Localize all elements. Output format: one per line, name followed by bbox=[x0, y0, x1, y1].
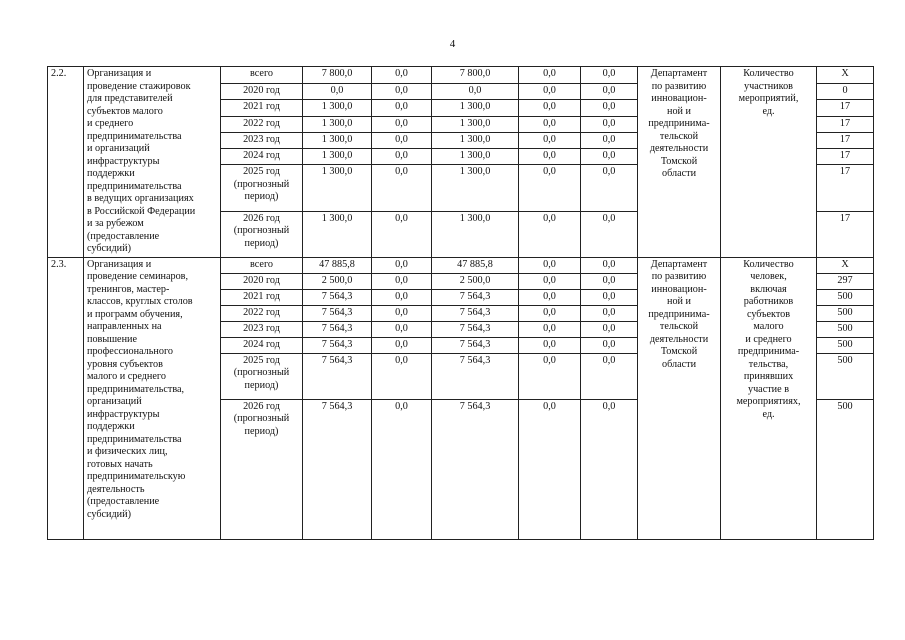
item-description bbox=[84, 67, 221, 258]
period-label bbox=[221, 353, 303, 399]
responsible-department-line: деятельности bbox=[649, 143, 709, 154]
indicator-name-line: мероприятий, bbox=[738, 93, 799, 104]
federal-value: 0,0 bbox=[372, 257, 432, 273]
local-value: 0,0 bbox=[519, 289, 581, 305]
extrabudget-value: 0,0 bbox=[581, 132, 638, 148]
local-value: 0,0 bbox=[519, 67, 581, 84]
item-description-line: (предоставление bbox=[87, 496, 160, 507]
total-value: 7 800,0 bbox=[303, 67, 372, 84]
responsible-department bbox=[638, 257, 721, 539]
federal-value: 0,0 bbox=[372, 337, 432, 353]
total-value: 7 564,3 bbox=[303, 399, 372, 539]
total-value: 1 300,0 bbox=[303, 100, 372, 116]
regional-value: 2 500,0 bbox=[432, 273, 519, 289]
indicator-name-line: ед. bbox=[762, 105, 775, 117]
local-value: 0,0 bbox=[519, 116, 581, 132]
indicator-value: 500 bbox=[817, 353, 874, 399]
regional-value: 1 300,0 bbox=[432, 100, 519, 116]
item-description-line: и за рубежом bbox=[87, 218, 144, 229]
regional-value: 7 564,3 bbox=[432, 399, 519, 539]
period-label bbox=[221, 67, 303, 84]
indicator-name-line: субъектов bbox=[746, 308, 791, 320]
indicator-name-line: человек, bbox=[750, 271, 787, 282]
page-number: 4 bbox=[449, 38, 456, 50]
indicator-value: X bbox=[817, 67, 874, 84]
federal-value: 0,0 bbox=[372, 273, 432, 289]
indicator-value: 500 bbox=[817, 289, 874, 305]
federal-value: 0,0 bbox=[372, 100, 432, 116]
responsible-department-line: по развитию bbox=[651, 80, 707, 92]
responsible-department-line: Томской bbox=[660, 155, 698, 167]
table-body bbox=[48, 67, 874, 540]
item-description-line: субъектов малого bbox=[87, 105, 163, 117]
local-value: 0,0 bbox=[519, 149, 581, 165]
indicator-value: 17 bbox=[817, 211, 874, 257]
responsible-department-line: инновацион- bbox=[651, 93, 707, 104]
local-value: 0,0 bbox=[519, 165, 581, 212]
item-description-line: субсидий) bbox=[87, 508, 131, 520]
period-label-line: (прогнозный bbox=[233, 178, 290, 190]
local-value: 0,0 bbox=[519, 84, 581, 100]
item-description-line: Организация и bbox=[87, 258, 152, 270]
regional-value: 7 564,3 bbox=[432, 353, 519, 399]
indicator-name-line: включая bbox=[750, 283, 787, 295]
period-label-line: (прогнозный bbox=[233, 367, 290, 378]
period-label bbox=[221, 305, 303, 321]
extrabudget-value: 0,0 bbox=[581, 399, 638, 539]
item-description-line: классов, круглых столов bbox=[87, 296, 193, 307]
federal-value: 0,0 bbox=[372, 149, 432, 165]
item-description-line: уровня субъектов bbox=[87, 358, 163, 370]
item-number: 2.2. bbox=[48, 67, 84, 258]
federal-value: 0,0 bbox=[372, 132, 432, 148]
indicator-name-line: принявших bbox=[743, 371, 794, 382]
extrabudget-value: 0,0 bbox=[581, 165, 638, 212]
item-description-line: проведение семинаров, bbox=[87, 271, 189, 282]
regional-value: 1 300,0 bbox=[432, 116, 519, 132]
extrabudget-value: 0,0 bbox=[581, 149, 638, 165]
responsible-department-line: по развитию bbox=[651, 271, 707, 282]
period-label-line: 2025 год bbox=[243, 354, 280, 366]
period-label-line: 2023 год bbox=[243, 322, 280, 334]
extrabudget-value: 0,0 bbox=[581, 116, 638, 132]
federal-value: 0,0 bbox=[372, 67, 432, 84]
item-description-line: повышение bbox=[87, 333, 137, 345]
federal-value: 0,0 bbox=[372, 305, 432, 321]
total-value: 7 564,3 bbox=[303, 289, 372, 305]
indicator-value: X bbox=[817, 257, 874, 273]
period-label-line: 2026 год bbox=[243, 400, 280, 412]
item-description-line: и организаций bbox=[87, 143, 150, 154]
indicator-value: 297 bbox=[817, 273, 874, 289]
item-description-line: и среднего bbox=[87, 118, 134, 129]
period-label bbox=[221, 211, 303, 257]
federal-value: 0,0 bbox=[372, 211, 432, 257]
item-description-line: для представителей bbox=[87, 93, 173, 104]
extrabudget-value: 0,0 bbox=[581, 84, 638, 100]
item-description-line: в ведущих организациях bbox=[87, 193, 194, 204]
local-value: 0,0 bbox=[519, 211, 581, 257]
federal-value: 0,0 bbox=[372, 165, 432, 212]
period-label-line: период) bbox=[244, 425, 279, 437]
total-value: 7 564,3 bbox=[303, 321, 372, 337]
item-description-line: направленных на bbox=[87, 321, 162, 332]
regional-value: 1 300,0 bbox=[432, 165, 519, 212]
period-label-line: период) bbox=[244, 237, 279, 249]
regional-value: 7 564,3 bbox=[432, 289, 519, 305]
period-label-line: 2023 год bbox=[243, 133, 280, 145]
regional-value: 7 800,0 bbox=[432, 67, 519, 84]
indicator-name-line: малого bbox=[753, 321, 784, 332]
indicator-name-line: работников bbox=[743, 296, 794, 307]
indicator-value: 500 bbox=[817, 305, 874, 321]
regional-value: 7 564,3 bbox=[432, 321, 519, 337]
period-label-line: всего bbox=[250, 68, 273, 79]
responsible-department-line: ной и bbox=[667, 105, 691, 117]
period-label bbox=[221, 289, 303, 305]
indicator-value: 0 bbox=[817, 84, 874, 100]
regional-value: 7 564,3 bbox=[432, 337, 519, 353]
indicator-value: 500 bbox=[817, 321, 874, 337]
local-value: 0,0 bbox=[519, 132, 581, 148]
item-description-line: поддержки bbox=[87, 421, 135, 432]
federal-value: 0,0 bbox=[372, 399, 432, 539]
indicator-name-line: участников bbox=[744, 80, 793, 92]
extrabudget-value: 0,0 bbox=[581, 353, 638, 399]
extrabudget-value: 0,0 bbox=[581, 67, 638, 84]
responsible-department-line: тельской bbox=[659, 321, 699, 332]
total-value: 1 300,0 bbox=[303, 132, 372, 148]
extrabudget-value: 0,0 bbox=[581, 257, 638, 273]
item-description-line: проведение стажировок bbox=[87, 80, 191, 92]
extrabudget-value: 0,0 bbox=[581, 337, 638, 353]
local-value: 0,0 bbox=[519, 100, 581, 116]
period-label-line: 2025 год bbox=[243, 166, 280, 178]
indicator-name-line: Количество bbox=[743, 258, 794, 270]
period-label bbox=[221, 321, 303, 337]
responsible-department-line: области bbox=[661, 358, 697, 370]
period-label-line: 2022 год bbox=[243, 306, 280, 318]
indicator-name-line: мероприятиях, bbox=[736, 396, 801, 407]
indicator-value: 17 bbox=[817, 165, 874, 212]
item-description-line: малого и среднего bbox=[87, 371, 166, 382]
item-description-line: и программ обучения, bbox=[87, 308, 183, 320]
period-label-line: (прогнозный bbox=[233, 225, 290, 237]
period-label-line: период) bbox=[244, 191, 279, 203]
item-description-line: предпринимательства bbox=[87, 130, 182, 142]
extrabudget-value: 0,0 bbox=[581, 289, 638, 305]
extrabudget-value: 0,0 bbox=[581, 305, 638, 321]
period-label-line: 2020 год bbox=[243, 85, 280, 97]
period-label bbox=[221, 165, 303, 212]
period-label-line: всего bbox=[250, 258, 273, 270]
indicator-name bbox=[721, 257, 817, 539]
item-description-line: и физических лиц, bbox=[87, 446, 168, 457]
indicator-name-line: ед. bbox=[762, 408, 775, 420]
indicator-value: 17 bbox=[817, 100, 874, 116]
local-value: 0,0 bbox=[519, 399, 581, 539]
item-description-line: профессионального bbox=[87, 346, 173, 357]
indicator-name-line: и среднего bbox=[745, 333, 792, 345]
federal-value: 0,0 bbox=[372, 321, 432, 337]
item-description-line: (предоставление bbox=[87, 230, 160, 242]
local-value: 0,0 bbox=[519, 337, 581, 353]
responsible-department-line: инновацион- bbox=[651, 283, 707, 295]
regional-value: 1 300,0 bbox=[432, 149, 519, 165]
item-description-line: предпринимательства bbox=[87, 180, 182, 192]
period-label bbox=[221, 273, 303, 289]
extrabudget-value: 0,0 bbox=[581, 273, 638, 289]
federal-value: 0,0 bbox=[372, 289, 432, 305]
period-label-line: 2026 год bbox=[243, 212, 280, 224]
responsible-department-line: Томской bbox=[660, 346, 698, 357]
responsible-department-line: деятельности bbox=[649, 333, 709, 345]
table-row bbox=[48, 257, 874, 273]
federal-value: 0,0 bbox=[372, 84, 432, 100]
period-label-line: период) bbox=[244, 379, 279, 391]
indicator-name-line: Количество bbox=[743, 68, 794, 79]
local-value: 0,0 bbox=[519, 273, 581, 289]
indicator-value: 17 bbox=[817, 149, 874, 165]
regional-value: 0,0 bbox=[432, 84, 519, 100]
responsible-department-line: предпринима- bbox=[648, 308, 710, 320]
extrabudget-value: 0,0 bbox=[581, 100, 638, 116]
federal-value: 0,0 bbox=[372, 353, 432, 399]
period-label-line: 2021 год bbox=[243, 290, 280, 302]
total-value: 7 564,3 bbox=[303, 305, 372, 321]
item-description-line: инфраструктуры bbox=[87, 155, 160, 167]
item-description-line: тренингов, мастер- bbox=[87, 283, 170, 295]
item-description-line: субсидий) bbox=[87, 243, 131, 254]
total-value: 1 300,0 bbox=[303, 165, 372, 212]
item-description-line: предпринимательства, bbox=[87, 383, 185, 395]
period-label bbox=[221, 84, 303, 100]
extrabudget-value: 0,0 bbox=[581, 211, 638, 257]
total-value: 1 300,0 bbox=[303, 116, 372, 132]
item-description-line: деятельность bbox=[87, 483, 145, 495]
local-value: 0,0 bbox=[519, 257, 581, 273]
period-label-line: 2024 год bbox=[243, 338, 280, 350]
federal-value: 0,0 bbox=[372, 116, 432, 132]
total-value: 7 564,3 bbox=[303, 337, 372, 353]
indicator-name bbox=[721, 67, 817, 258]
indicator-value: 17 bbox=[817, 116, 874, 132]
period-label bbox=[221, 399, 303, 539]
table-row bbox=[48, 67, 874, 84]
responsible-department-line: Департамент bbox=[650, 258, 708, 270]
period-label bbox=[221, 337, 303, 353]
period-label-line: (прогнозный bbox=[233, 413, 290, 424]
responsible-department bbox=[638, 67, 721, 258]
period-label bbox=[221, 257, 303, 273]
total-value: 1 300,0 bbox=[303, 211, 372, 257]
responsible-department-line: области bbox=[661, 168, 697, 179]
local-value: 0,0 bbox=[519, 305, 581, 321]
period-label bbox=[221, 149, 303, 165]
indicator-name-line: тельства, bbox=[748, 358, 789, 370]
regional-value: 47 885,8 bbox=[432, 257, 519, 273]
responsible-department-line: Департамент bbox=[650, 68, 708, 79]
period-label bbox=[221, 116, 303, 132]
item-description-line: организаций bbox=[87, 396, 142, 407]
item-description-line: в Российской Федерации bbox=[87, 205, 196, 217]
period-label-line: 2020 год bbox=[243, 274, 280, 286]
extrabudget-value: 0,0 bbox=[581, 321, 638, 337]
period-label bbox=[221, 100, 303, 116]
item-number: 2.3. bbox=[48, 257, 84, 539]
total-value: 7 564,3 bbox=[303, 353, 372, 399]
period-label-line: 2022 год bbox=[243, 117, 280, 129]
item-description-line: инфраструктуры bbox=[87, 408, 160, 420]
total-value: 47 885,8 bbox=[303, 257, 372, 273]
item-description-line: Организация и bbox=[87, 68, 152, 79]
local-value: 0,0 bbox=[519, 353, 581, 399]
item-description-line: готовых начать bbox=[87, 458, 153, 470]
responsible-department-line: тельской bbox=[659, 130, 699, 142]
budget-table bbox=[47, 66, 874, 540]
regional-value: 1 300,0 bbox=[432, 211, 519, 257]
indicator-value: 500 bbox=[817, 399, 874, 539]
item-description-line: поддержки bbox=[87, 168, 135, 179]
regional-value: 1 300,0 bbox=[432, 132, 519, 148]
responsible-department-line: ной и bbox=[667, 296, 691, 307]
period-label-line: 2024 год bbox=[243, 150, 280, 162]
regional-value: 7 564,3 bbox=[432, 305, 519, 321]
local-value: 0,0 bbox=[519, 321, 581, 337]
indicator-value: 500 bbox=[817, 337, 874, 353]
total-value: 1 300,0 bbox=[303, 149, 372, 165]
item-description-line: предпринимательскую bbox=[87, 471, 186, 482]
total-value: 0,0 bbox=[303, 84, 372, 100]
indicator-name-line: участие в bbox=[747, 383, 790, 395]
item-description-line: предпринимательства bbox=[87, 433, 182, 445]
period-label bbox=[221, 132, 303, 148]
item-description bbox=[84, 257, 221, 539]
total-value: 2 500,0 bbox=[303, 273, 372, 289]
responsible-department-line: предпринима- bbox=[648, 118, 710, 129]
indicator-value: 17 bbox=[817, 132, 874, 148]
indicator-name-line: предпринима- bbox=[737, 346, 800, 357]
period-label-line: 2021 год bbox=[243, 101, 280, 113]
